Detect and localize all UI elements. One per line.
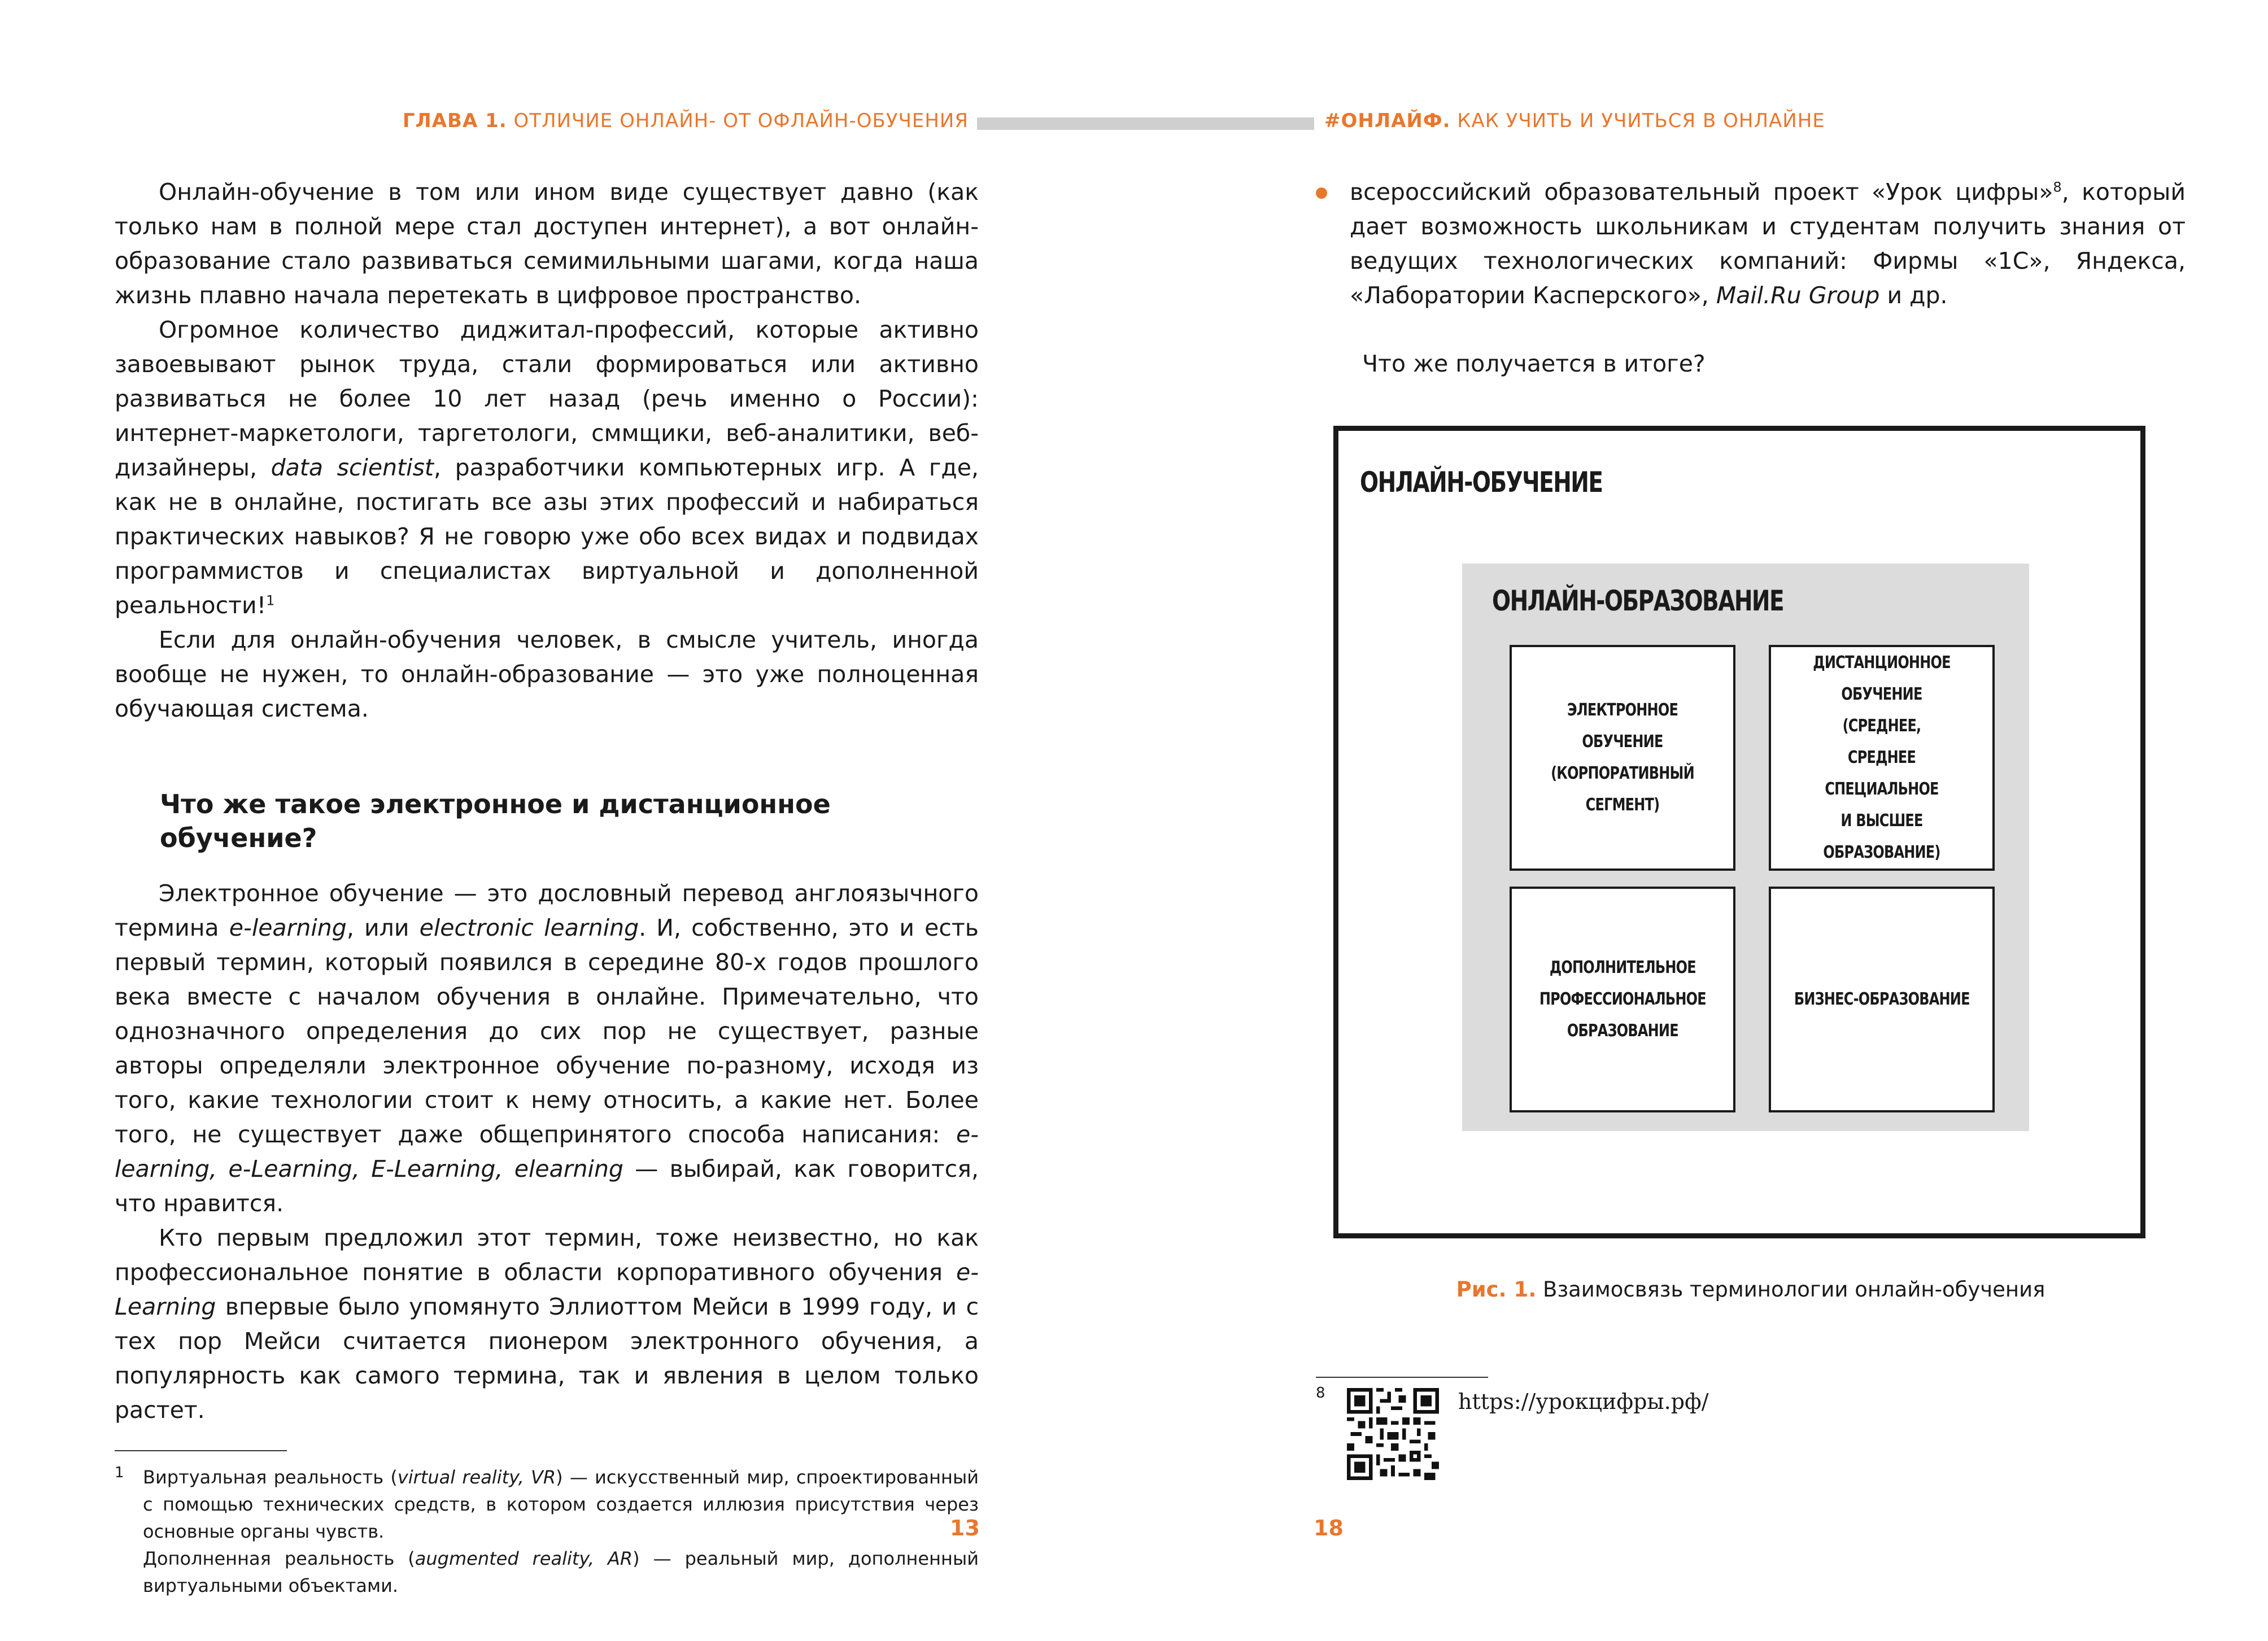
footnote-url-link[interactable]: https://урокцифры.рф/ xyxy=(1458,1389,1709,1414)
page-number-right: 18 xyxy=(1314,1516,1344,1540)
paragraph-2: Огромное количество диджитал-профессий, которые активно завоевывают рынок труда, стали формироваться или активно развиваться не более 10 лет назад (речь именно о России): интернет-маркетологи, таргетологи, сммщики, веб-аналитики, веб-дизайнеры, data scientist, разработчики компьютерных игр. А где, как не в онлайне, постигать все азы этих профессий и набираться практических навыков? Я не говорю уже обо всех видах и подвидах программистов и специалистах виртуальной и дополненной реальности!$^1$ xyxy=(115,316,979,619)
footnote-ref-1[interactable]: 1 xyxy=(266,592,275,609)
running-header-right xyxy=(1324,110,1825,132)
diagram-box-business xyxy=(1769,887,1995,1112)
diagram-inner-panel xyxy=(1462,564,2029,1131)
diagram-inner-title: ОНЛАЙН-ОБРАЗОВАНИЕ xyxy=(1492,584,1784,617)
chapter-title: ОТЛИЧИЕ ОНЛАЙН- ОТ ОФЛАЙН-ОБУЧЕНИЯ xyxy=(507,110,969,132)
paragraph-3: Если для онлайн-обучения человек, в смысле учитель, иногда вообще не нужен, то онлайн-образование — это уже полноценная обучающая система. xyxy=(115,626,979,722)
question-text: Что же получается в итоге? xyxy=(1362,350,1706,377)
paragraph-4: Электронное обучение — это дословный перевод англоязычного термина e-learning, или electronic learning. И, собственно, это и есть первый термин, который появился в середине 80-х годов прошлого века вместе с началом обучения в онлайне. Примечательно, что однозначного определения до сих пор не существует, разные авторы определяли электронное обучение по-разному, исходя из того, какие технологии стоит к нему относить, а какие нет. Более того, не существует даже общепринятого способа написания: e-learning, e-Learning, E-Learning, elearning — выбирай, как говорится, что нравится. xyxy=(115,880,979,1217)
page-number-left: 13 xyxy=(950,1516,980,1540)
paragraph-1: Онлайн-обучение в том или ином виде существует давно (как только нам в полной мере стал доступен интернет), а вот онлайн-образование стало развиваться семимильными шагами, когда наша жизнь плавно начала перетекать в цифровое пространство. xyxy=(115,178,979,309)
bullet-item xyxy=(1316,175,2186,313)
section-heading: Что же такое электронное и дистанционное обучение? xyxy=(160,789,831,853)
paragraph-5: Кто первым предложил этот термин, тоже неизвестно, но как профессиональное понятие в области корпоративного обучения e-Learning впервые было упомянуто Эллиоттом Мейси в 1999 году, и с тех пор Мейси считается пионером электронного обучения, а популярность как самого термина, так и явления в целом только растет. xyxy=(115,1224,979,1424)
footnote-number: 1 xyxy=(115,1464,124,1481)
footnote-divider xyxy=(115,1450,287,1451)
diagram-box-distance xyxy=(1769,645,1995,871)
footnote-divider-right xyxy=(1316,1377,1488,1378)
box-label: ДИСТАНЦИОННОЕ ОБУЧЕНИЕ (СРЕДНЕЕ, СРЕДНЕЕ СПЕЦИАЛЬНОЕ И ВЫСШЕЕ ОБРАЗОВАНИЕ) xyxy=(1813,653,1951,862)
bullet-text: всероссийский образовательный проект «Урок цифры»$^8$, который дает возможность школьникам и студентам получить знания от ведущих технологических компаний: Фирмы «1С», Яндекса, «Лаборатории Касперского», Mail.Ru Group и др. xyxy=(1350,178,2186,309)
left-page xyxy=(115,175,979,1599)
header-divider xyxy=(977,117,1314,130)
footnote-text-vr: Виртуальная реальность (virtual reality, VR) — искусственный мир, спроектированный с помощью технических средств, в котором создается иллюзия присутствия через основные органы чувств. xyxy=(143,1467,979,1542)
diagram-outer-title: ОНЛАЙН-ОБУЧЕНИЕ xyxy=(1360,466,1603,499)
book-title: КАК УЧИТЬ И УЧИТЬСЯ В ОНЛАЙНЕ xyxy=(1450,110,1825,132)
bullet-dot-icon xyxy=(1316,187,1327,199)
box-label: ДОПОЛНИТЕЛЬНОЕ ПРОФЕССИОНАЛЬНОЕ ОБРАЗОВАНИЕ xyxy=(1539,958,1706,1041)
box-label: ЭЛЕКТРОННОЕ ОБУЧЕНИЕ (КОРПОРАТИВНЫЙ СЕГМЕНТ) xyxy=(1551,700,1694,815)
footnote-text-ar: Дополненная реальность (augmented reality, AR) — реальный мир, дополненный виртуальными объектами. xyxy=(143,1548,979,1596)
footnote-number-8: 8 xyxy=(1316,1385,1325,1402)
diagram-box-elearning xyxy=(1510,645,1735,871)
figure-caption xyxy=(1316,1277,2186,1302)
right-page xyxy=(1316,175,2186,381)
qr-code-icon[interactable] xyxy=(1347,1388,1439,1480)
chapter-number: ГЛАВА 1. xyxy=(402,110,507,132)
book-hashtag: #ОНЛАЙФ. xyxy=(1324,110,1451,132)
running-header-left xyxy=(0,110,969,132)
footnote-ref-8[interactable]: 8 xyxy=(2053,179,2062,195)
caption-number: Рис. 1. xyxy=(1456,1277,1537,1302)
terminology-diagram xyxy=(1333,426,2145,1238)
box-label: БИЗНЕС-ОБРАЗОВАНИЕ xyxy=(1794,989,1970,1009)
diagram-box-additional xyxy=(1510,887,1735,1112)
caption-text: Взаимосвязь терминологии онлайн-обучения xyxy=(1536,1277,2045,1302)
footnote-1 xyxy=(115,1464,979,1599)
